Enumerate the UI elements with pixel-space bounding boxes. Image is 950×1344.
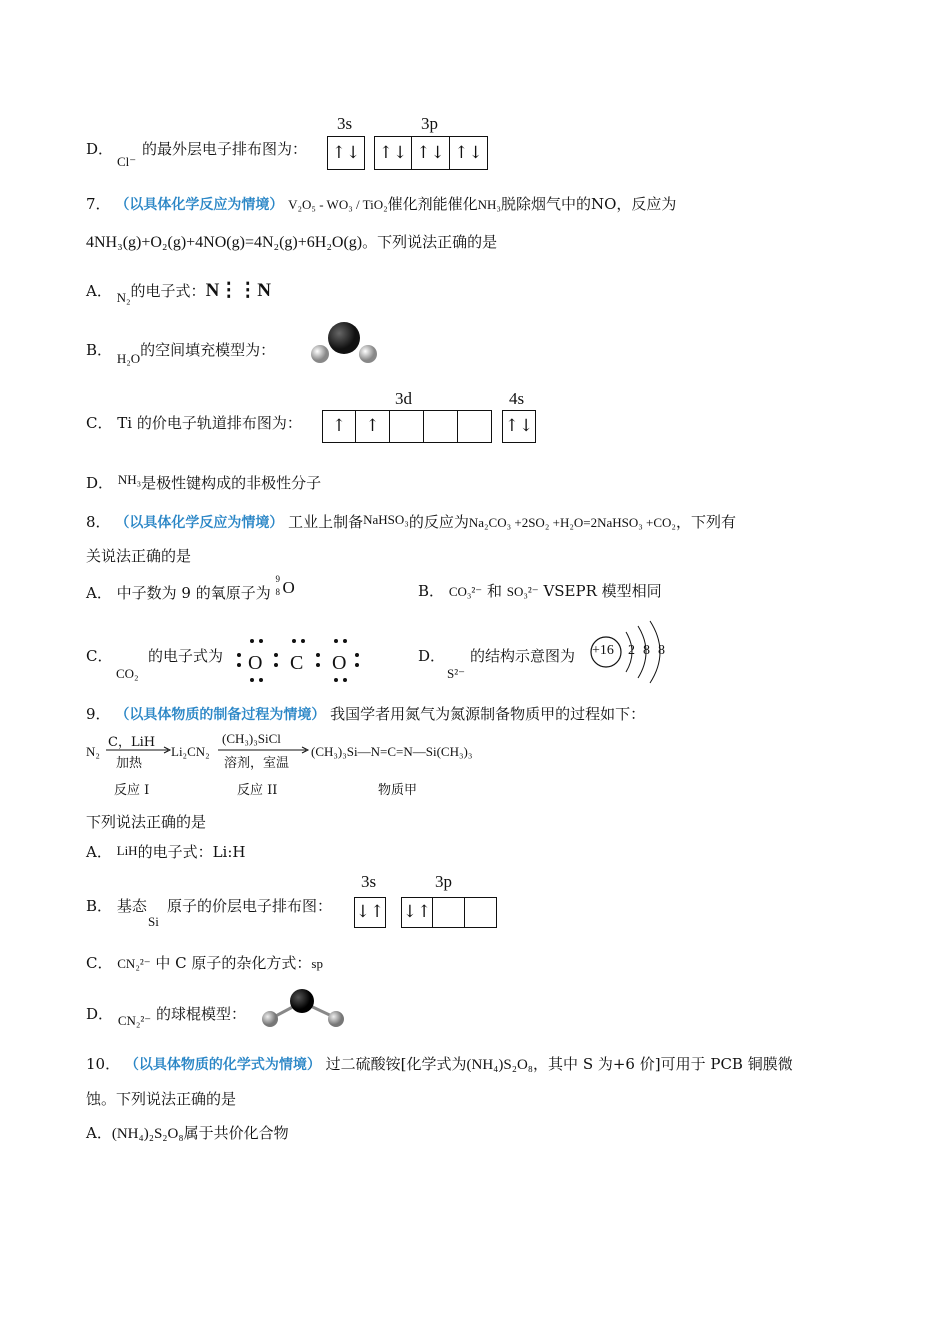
option-text: 的结构示意图为 bbox=[470, 647, 576, 665]
formula: CO₂ bbox=[116, 666, 139, 681]
reaction-scheme bbox=[86, 732, 546, 802]
option-text: 原子的价层电子排布图： bbox=[167, 897, 333, 915]
option-label: D． bbox=[86, 474, 114, 492]
reaction-equation: Na₂CO₃ +2SO₂ +H₂O=2NaHSO₃ +CO₂ bbox=[468, 515, 676, 530]
orbital-box bbox=[390, 410, 424, 443]
question-number: 8． bbox=[86, 513, 111, 531]
orbital-box bbox=[433, 897, 465, 928]
formula: NaHSO₃ bbox=[363, 512, 409, 527]
q6-ion: Cl⁻ bbox=[117, 154, 137, 169]
option-text: 的电子式：Li:H bbox=[137, 843, 246, 861]
formula: S²⁻ bbox=[447, 666, 465, 681]
atom-ball bbox=[328, 1011, 344, 1027]
formula: NH₃ bbox=[117, 472, 142, 487]
q10-option-a bbox=[86, 1122, 289, 1143]
option-text: 的空间填充模型为： bbox=[140, 341, 276, 359]
orbital-label-3p: 3p bbox=[435, 872, 452, 891]
nuclide-symbol bbox=[275, 574, 298, 598]
orbital-label-4s: 4s bbox=[509, 389, 525, 408]
intermediate-formula: Li₂CN₂ bbox=[171, 744, 210, 759]
option-text: 基态 bbox=[116, 897, 147, 915]
stem-text: 。下列说法正确的是 bbox=[362, 233, 498, 251]
reaction-condition: 加热 bbox=[116, 756, 143, 771]
q7-option-b bbox=[86, 339, 276, 366]
stem-text: 催化剂能催化 bbox=[387, 195, 478, 213]
option-label: D． bbox=[418, 647, 446, 665]
q7-option-c bbox=[86, 412, 302, 433]
formula: H₂O bbox=[116, 351, 141, 366]
option-label: B． bbox=[86, 897, 113, 915]
product-formula: (CH₃)₃Si—N=C=N—Si(CH₃)₃ bbox=[311, 744, 473, 759]
context-tag: （以具体化学反应为情境） bbox=[115, 515, 284, 531]
option-text: Ti 的价电子轨道排布图为： bbox=[117, 414, 302, 432]
question-number: 10． bbox=[86, 1055, 121, 1073]
stem-text: ，下列有 bbox=[675, 513, 736, 531]
q8-stem-line2: 关说法正确的是 bbox=[86, 547, 192, 565]
option-label: B． bbox=[418, 582, 445, 600]
stem-text: 脱除烟气中的NO，反应为 bbox=[500, 195, 677, 213]
option-label: D． bbox=[86, 140, 114, 158]
hydrogen-atom bbox=[359, 345, 377, 363]
orbital-diagram-3p bbox=[401, 897, 497, 928]
shell-electrons: 8 bbox=[643, 643, 650, 658]
orbital-box: ↓↑ bbox=[401, 897, 433, 928]
formula: SO₃²⁻ bbox=[506, 584, 539, 599]
q8-option-d bbox=[418, 645, 445, 666]
reaction-condition: C，LiH bbox=[108, 735, 156, 750]
orbital-label-3d: 3d bbox=[395, 389, 412, 408]
option-text: VSEPR 模型相同 bbox=[543, 582, 662, 600]
oxygen-symbol: O bbox=[332, 652, 347, 674]
q7-stem-line2 bbox=[86, 231, 497, 252]
oxygen-atom bbox=[328, 322, 360, 354]
orbital-label-3p: 3p bbox=[421, 114, 438, 133]
q6-option-d bbox=[86, 138, 113, 159]
ball-and-stick-model bbox=[258, 988, 350, 1034]
element-symbol: Si bbox=[148, 914, 159, 929]
option-label: A． bbox=[86, 1124, 112, 1142]
context-tag: （以具体物质的化学式为情境） bbox=[124, 1057, 321, 1073]
q8-option-a bbox=[86, 574, 298, 603]
formula: (NH₄)S₂O₈ bbox=[466, 1057, 534, 1073]
option-text: 中 C 原子的杂化方式： bbox=[155, 954, 312, 972]
option-label: A． bbox=[86, 843, 112, 861]
q9-option-d bbox=[86, 1003, 246, 1028]
step-label: 反应 II bbox=[237, 783, 278, 798]
formula: NH₃ bbox=[477, 197, 501, 212]
center-atom-ball bbox=[290, 989, 314, 1013]
q10-stem-line1 bbox=[86, 1053, 793, 1074]
shell-electrons: 2 bbox=[628, 643, 635, 658]
atom-ball bbox=[262, 1011, 278, 1027]
option-label: B． bbox=[86, 341, 113, 359]
orbital-label-3s: 3s bbox=[337, 114, 353, 133]
context-tag: （以具体化学反应为情境） bbox=[115, 197, 284, 213]
formula: LiH bbox=[116, 843, 138, 858]
option-text: 中子数为 9 的氧原子为 bbox=[116, 584, 271, 602]
orbital-box: ↑ bbox=[356, 410, 390, 443]
option-text: 和 bbox=[486, 582, 502, 600]
option-label: D． bbox=[86, 1005, 114, 1023]
option-label: C． bbox=[86, 954, 113, 972]
stem-text: 过二硫酸铵[化学式为 bbox=[325, 1055, 467, 1073]
reaction-condition: (CH₃)₃SiCl bbox=[222, 731, 281, 746]
q9-stem-line2: 下列说法正确的是 bbox=[86, 813, 207, 831]
orbital-box: ↑ bbox=[322, 410, 356, 443]
q7-option-d bbox=[86, 472, 321, 493]
orbital-diagram-4s bbox=[502, 410, 536, 443]
step-label: 反应 I bbox=[114, 783, 150, 798]
q6-text: 的最外层电子排布图为： bbox=[142, 140, 308, 158]
option-text: 的球棍模型： bbox=[155, 1005, 246, 1023]
nucleus-charge: +16 bbox=[592, 643, 614, 658]
option-label: C． bbox=[86, 414, 113, 432]
stem-text: 工业上制备 bbox=[288, 513, 364, 531]
formula: N₂ bbox=[116, 290, 131, 305]
option-text: 属于共价化合物 bbox=[183, 1124, 289, 1142]
mass-number: 9 bbox=[275, 574, 280, 584]
water-space-filling-model bbox=[300, 318, 385, 370]
reactant-formula: N₂ bbox=[86, 744, 100, 759]
reaction-equation: 4NH₃(g)+O₂(g)+4NO(g)=4N₂(g)+6H₂O(g) bbox=[86, 234, 363, 251]
stem-text: 的反应为 bbox=[408, 513, 469, 531]
co2-electron-formula bbox=[232, 632, 362, 688]
q10-stem-line2: 蚀。下列说法正确的是 bbox=[86, 1090, 237, 1108]
orbital-box bbox=[465, 897, 497, 928]
reaction-condition: 溶剂，室温 bbox=[224, 756, 290, 771]
option-text: 是极性键构成的非极性分子 bbox=[141, 474, 322, 492]
formula: CN₂²⁻ bbox=[117, 956, 151, 971]
q8-stem-line1 bbox=[86, 511, 736, 532]
orbital-box: ↑↓ bbox=[450, 136, 488, 170]
oxygen-symbol: O bbox=[248, 652, 263, 674]
q9-stem-line1 bbox=[86, 703, 645, 724]
option-text: 的电子式： bbox=[130, 282, 206, 300]
q7-option-a bbox=[86, 279, 272, 305]
atom-structure-diagram bbox=[588, 618, 668, 684]
q8-option-c bbox=[86, 645, 112, 666]
option-label: C． bbox=[86, 647, 113, 665]
orbital-box: ↑↓ bbox=[502, 410, 536, 443]
context-tag: （以具体物质的制备过程为情境） bbox=[115, 707, 326, 723]
formula: CN₂²⁻ bbox=[117, 1013, 152, 1028]
q8-option-b bbox=[418, 580, 662, 601]
option-label: A． bbox=[86, 282, 112, 300]
question-number: 9． bbox=[86, 705, 111, 723]
option-text: 的电子式为 bbox=[148, 647, 224, 665]
element-symbol: O bbox=[282, 578, 295, 597]
orbital-diagram-3s bbox=[354, 897, 386, 928]
hydrogen-atom bbox=[311, 345, 329, 363]
q9-option-b bbox=[86, 895, 147, 916]
orbital-box bbox=[458, 410, 492, 443]
orbital-box bbox=[424, 410, 458, 443]
q7-stem-line1 bbox=[86, 193, 676, 214]
orbital-diagram-3s bbox=[327, 136, 365, 170]
shell-electrons: 8 bbox=[658, 643, 665, 658]
orbital-box: ↑↓ bbox=[412, 136, 450, 170]
product-label: 物质甲 bbox=[378, 783, 418, 798]
orbital-box: ↓↑ bbox=[354, 897, 386, 928]
electron-formula: N⋮⋮N bbox=[205, 280, 272, 301]
question-number: 7． bbox=[86, 195, 111, 213]
q9-option-c bbox=[86, 952, 323, 973]
carbon-symbol: C bbox=[290, 652, 304, 674]
option-label: A． bbox=[86, 584, 112, 602]
stem-text: ，其中 S 为+6 价]可用于 PCB 铜膜微 bbox=[533, 1055, 793, 1073]
stem-text: 我国学者用氮气为氮源制备物质甲的过程如下： bbox=[330, 705, 646, 723]
orbital-label-3s: 3s bbox=[361, 872, 377, 891]
atomic-number: 8 bbox=[275, 587, 280, 597]
orbital-box: ↑↓ bbox=[374, 136, 412, 170]
catalyst-formula: V₂O₅ - WO₃ / TiO₂ bbox=[288, 197, 388, 212]
q9-option-a bbox=[86, 841, 245, 862]
orbital-diagram-3p bbox=[374, 136, 488, 170]
orbital-box: ↑↓ bbox=[327, 136, 365, 170]
formula: CO₃²⁻ bbox=[448, 584, 483, 599]
orbital-diagram-3d bbox=[322, 410, 492, 443]
formula: (NH₄)₂S₂O₈ bbox=[111, 1126, 184, 1142]
answer-text: sp bbox=[311, 956, 323, 971]
